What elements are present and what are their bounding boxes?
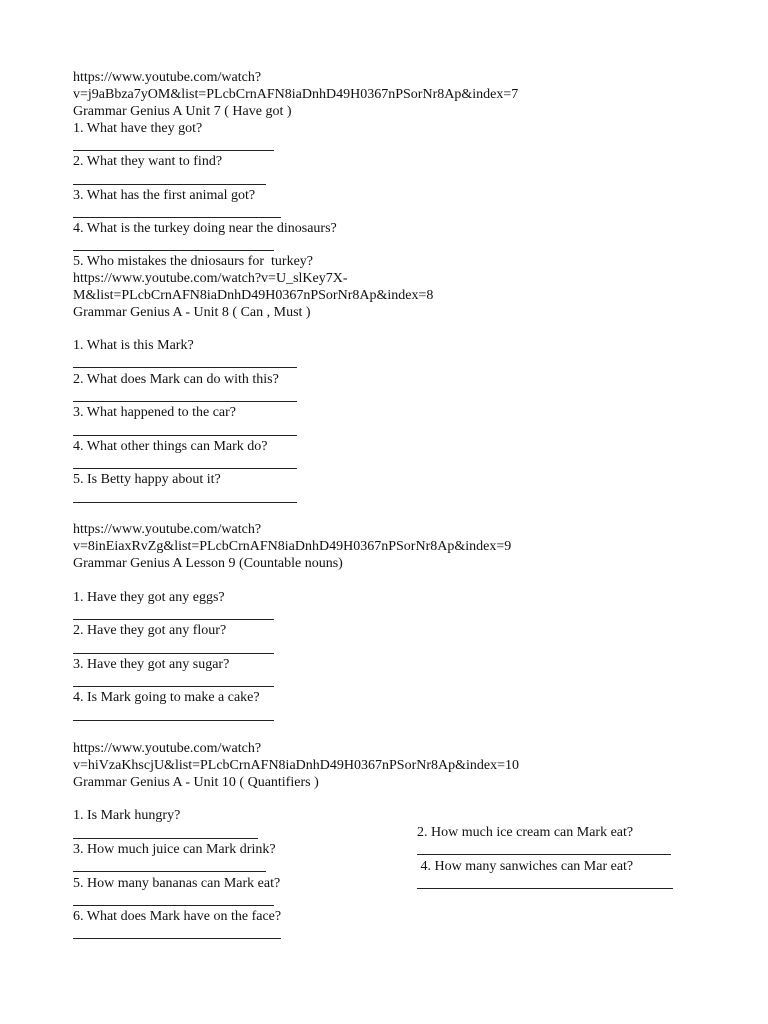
unit10-url-line1[interactable]: https://www.youtube.com/watch? bbox=[73, 741, 262, 756]
answer-line bbox=[73, 653, 274, 654]
unit9-question-2: 2. Have they got any flour? bbox=[73, 623, 227, 638]
unit9-question-1: 1. Have they got any eggs? bbox=[73, 590, 225, 605]
unit7-question-5: 5. Who mistakes the dniosaurs for turkey? bbox=[73, 254, 314, 269]
answer-line bbox=[73, 502, 297, 503]
unit8-question-3: 3. What happened to the car? bbox=[73, 405, 237, 420]
unit10-question-1: 1. Is Mark hungry? bbox=[73, 808, 181, 823]
unit8-question-4: 4. What other things can Mark do? bbox=[73, 439, 268, 454]
answer-line bbox=[73, 720, 274, 721]
answer-line bbox=[417, 888, 673, 889]
unit10-question-5: 5. How many bananas can Mark eat? bbox=[73, 876, 281, 891]
unit7-question-4: 4. What is the turkey doing near the dinosaurs? bbox=[73, 221, 337, 236]
unit10-url-line2[interactable]: v=hiVzaKhscjU&list=PLcbCrnAFN8iaDnhD49H0367nPSorNr8Ap&index=10 bbox=[73, 758, 519, 773]
unit7-question-1: 1. What have they got? bbox=[73, 121, 203, 136]
unit8-question-1: 1. What is this Mark? bbox=[73, 338, 194, 353]
unit9-question-4: 4. Is Mark going to make a cake? bbox=[73, 690, 260, 705]
unit9-title: Grammar Genius A Lesson 9 (Countable nouns) bbox=[73, 556, 343, 571]
unit10-question-3: 3. How much juice can Mark drink? bbox=[73, 842, 276, 857]
unit7-url-line1[interactable]: https://www.youtube.com/watch? bbox=[73, 70, 262, 85]
unit7-url-line2[interactable]: v=j9aBbza7yOM&list=PLcbCrnAFN8iaDnhD49H0367nPSorNr8Ap&index=7 bbox=[73, 87, 519, 102]
unit8-title: Grammar Genius A - Unit 8 ( Can , Must ) bbox=[73, 305, 311, 320]
answer-line bbox=[73, 619, 274, 620]
answer-line bbox=[73, 938, 281, 939]
answer-line bbox=[73, 838, 258, 839]
unit10-question-4: 4. How many sanwiches can Mar eat? bbox=[417, 859, 634, 874]
answer-line bbox=[73, 150, 274, 151]
unit7-question-3: 3. What has the first animal got? bbox=[73, 188, 256, 203]
answer-line bbox=[73, 435, 297, 436]
unit7-title: Grammar Genius A Unit 7 ( Have got ) bbox=[73, 104, 292, 119]
unit10-title: Grammar Genius A - Unit 10 ( Quantifiers ) bbox=[73, 775, 319, 790]
answer-line bbox=[73, 367, 297, 368]
unit9-url-line1[interactable]: https://www.youtube.com/watch? bbox=[73, 522, 262, 537]
unit8-url-line2[interactable]: M&list=PLcbCrnAFN8iaDnhD49H0367nPSorNr8Ap&index=8 bbox=[73, 288, 434, 303]
unit7-question-2: 2. What they want to find? bbox=[73, 154, 223, 169]
unit8-question-2: 2. What does Mark can do with this? bbox=[73, 372, 279, 387]
unit9-url-line2[interactable]: v=8inEiaxRvZg&list=PLcbCrnAFN8iaDnhD49H0367nPSorNr8Ap&index=9 bbox=[73, 539, 512, 554]
unit9-question-3: 3. Have they got any sugar? bbox=[73, 657, 230, 672]
answer-line bbox=[73, 250, 274, 251]
answer-line bbox=[73, 401, 297, 402]
answer-line bbox=[73, 905, 274, 906]
answer-line bbox=[417, 854, 671, 855]
answer-line bbox=[73, 686, 274, 687]
unit10-question-6: 6. What does Mark have on the face? bbox=[73, 909, 282, 924]
unit8-question-5: 5. Is Betty happy about it? bbox=[73, 472, 221, 487]
answer-line bbox=[73, 217, 281, 218]
unit8-url-line1[interactable]: https://www.youtube.com/watch?v=U_slKey7X- bbox=[73, 271, 348, 286]
answer-line bbox=[73, 871, 266, 872]
answer-line bbox=[73, 468, 297, 469]
unit10-question-2: 2. How much ice cream can Mark eat? bbox=[417, 825, 634, 840]
answer-line bbox=[73, 184, 266, 185]
